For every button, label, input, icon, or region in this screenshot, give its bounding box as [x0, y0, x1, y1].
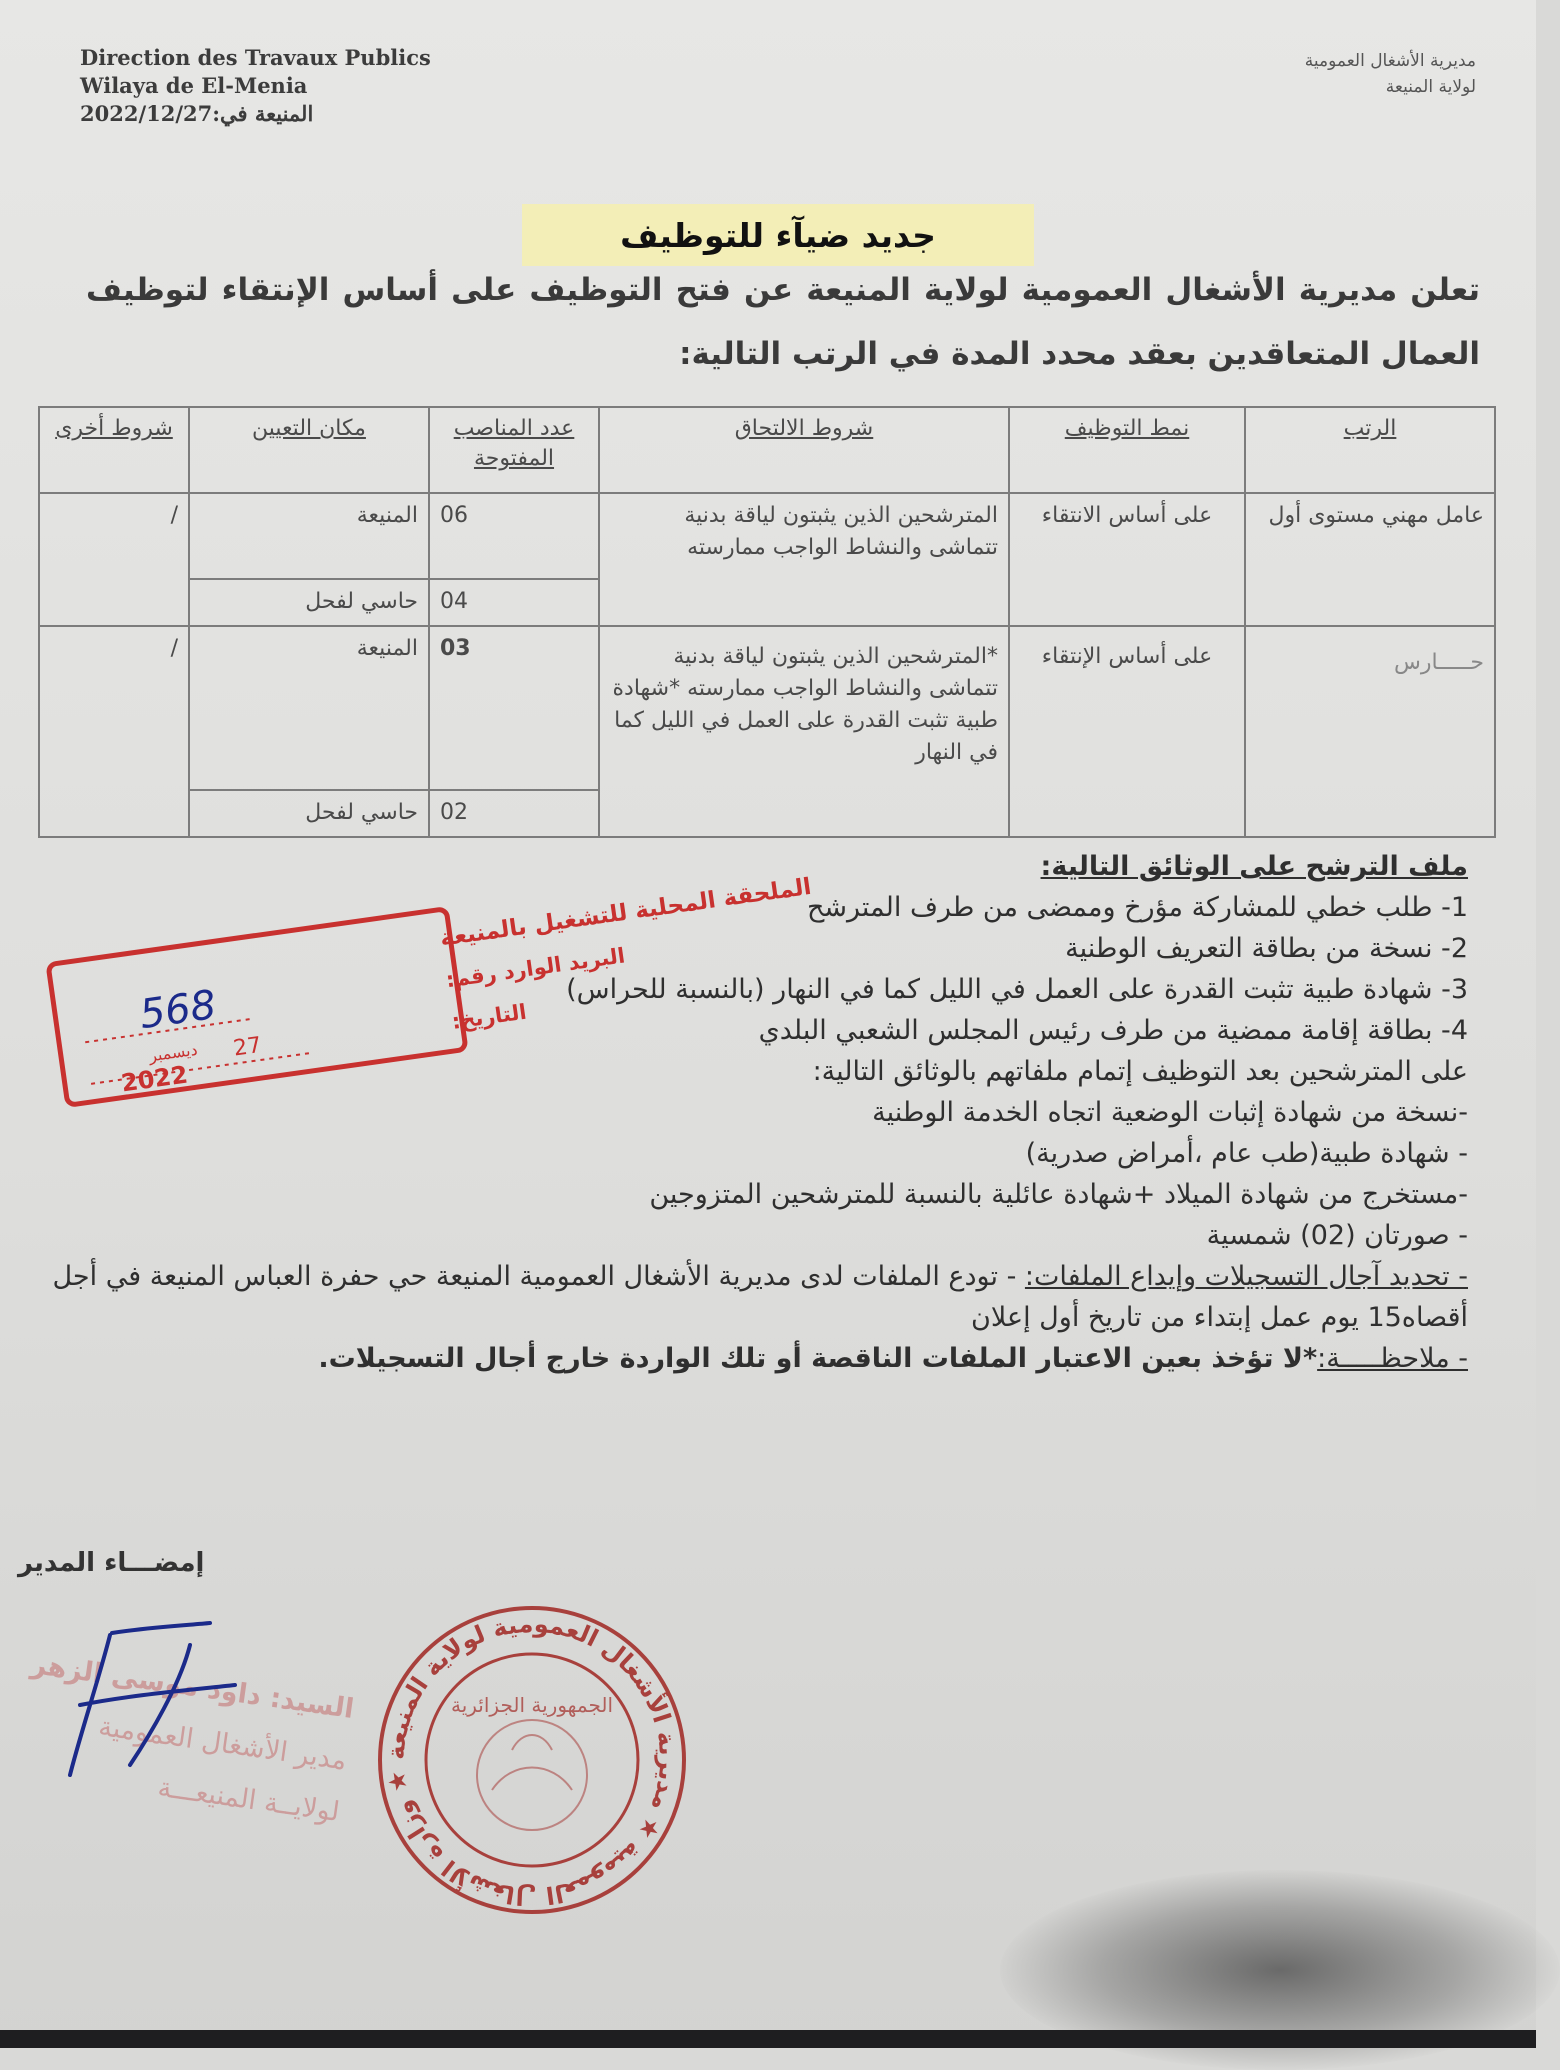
row2-count-1: 03 [429, 626, 599, 790]
col-rank: الرتب [1245, 407, 1495, 493]
note [48, 1338, 1468, 1379]
header-ar-line1: مديرية الأشغال العمومية [1304, 51, 1476, 71]
seal-inner-ring [426, 1654, 638, 1866]
positions-table [38, 406, 1496, 838]
after-item-3: -مستخرج من شهادة الميلاد +شهادة عائلية بالنسبة للمترشحين المتزوجين [649, 1179, 1468, 1210]
row1-place-1: المنيعة [189, 493, 429, 579]
stamp-date-day: 27 [231, 1032, 264, 1062]
row1-place-2: حاسي لفحل [189, 579, 429, 626]
after-item-1: -نسخة من شهادة إثبات الوضعية اتجاه الخدمة الوطنية [872, 1097, 1468, 1128]
table-header-row [39, 407, 1495, 493]
row2-rank: حـــــارس [1245, 626, 1495, 837]
stamp-number: 568 [136, 981, 219, 1039]
after-item-2: - شهادة طبية(طب عام ،أمراض صدرية) [1025, 1138, 1468, 1169]
col-count: عدد المناصب المفتوحة [429, 407, 599, 493]
after-item-4: - صورتان (02) شمسية [1206, 1220, 1468, 1251]
doc-item-3: 3- شهادة طبية تثبت القدرة على العمل في الليل كما في النهار (بالنسبة للحراس) [566, 974, 1468, 1005]
handwritten-signature [40, 1615, 240, 1785]
stamp-line3: التاريخ: [450, 999, 528, 1034]
seal-emblem [477, 1720, 587, 1830]
doc-item-1: 1- طلب خطي للمشاركة مؤرخ وممضى من طرف المترشح [806, 892, 1468, 923]
after-title: على المترشحين بعد التوظيف إتمام ملفاتهم بالوثائق التالية: [812, 1056, 1468, 1087]
header-direction: Direction des Travaux Publics [80, 45, 431, 70]
row1-mode: على أساس الانتقاء [1009, 493, 1245, 626]
header-french [80, 44, 431, 128]
row1-conditions: المترشحين الذين يثبتون لياقة بدنية تتماشى والنشاط الواجب ممارسته [599, 493, 1009, 626]
header-arabic [1305, 48, 1476, 100]
deadline-label: - تحديد آجال التسجيلات وإيداع الملفات: [1024, 1261, 1468, 1292]
deadline-text: - تودع الملفات لدى مديرية الأشغال العمومية المنيعة حي حفرة العباس المنيعة في أجل أقصاه15 يوم عمل إبتداء من تاريخ أول إعلان [52, 1261, 1468, 1333]
note-label: - ملاحظـــــة: [1317, 1343, 1468, 1374]
signature-title: إمضـــاء المدير [18, 1548, 205, 1578]
row2-conditions: *المترشحين الذين يثبتون لياقة بدنية تتماشى والنشاط الواجب ممارسته *شهادة طبية تثبت القدرة على العمل في الليل كما في النهار [599, 626, 1009, 837]
seal-inner-text: الجمهورية الجزائرية [450, 1693, 614, 1717]
col-mode: نمط التوظيف [1009, 407, 1245, 493]
row1-count-2: 04 [429, 579, 599, 626]
deadline [48, 1256, 1468, 1338]
row2-place-2: حاسي لفحل [189, 790, 429, 837]
header-wilaya: Wilaya de El-Menia [80, 73, 308, 98]
documents-title: ملف الترشح على الوثائق التالية: [1040, 851, 1468, 882]
header-date: المنيعة في:2022/12/27 [80, 101, 314, 126]
signature-strokes [70, 1623, 235, 1775]
stamp-line2: البريد الوارد رقم: [444, 943, 627, 993]
row2-mode: على أساس الإنتقاء [1009, 626, 1245, 837]
row2-other: / [39, 626, 189, 837]
director-role-2: لولايــة المنيعـــة [155, 1771, 342, 1829]
row2-place-1: المنيعة [189, 626, 429, 790]
intro-paragraph: تعلن مديرية الأشغال العمومية لولاية المنيعة عن فتح التوظيف على أساس الإنتقاء لتوظيف العمال المتعاقدين بعقد محدد المدة في الرتب التالية: [86, 272, 1480, 372]
row1-count-1: 06 [429, 493, 599, 579]
col-other: شروط أخرى [39, 407, 189, 493]
official-seal [372, 1600, 692, 1920]
seal-emblem-lines [492, 1735, 572, 1790]
table-row [39, 493, 1495, 579]
doc-item-4: 4- بطاقة إقامة ممضية من طرف رئيس المجلس الشعبي البلدي [758, 1015, 1468, 1046]
note-text: *لا تؤخذ بعين الاعتبار الملفات الناقصة أو تلك الواردة خارج أجال التسجيلات. [318, 1343, 1318, 1374]
row1-rank: عامل مهني مستوى أول [1245, 493, 1495, 626]
director-role-1: مدير الأشغال العمومية [96, 1711, 349, 1777]
table-row [39, 626, 1495, 790]
documents-section [48, 846, 1468, 1379]
director-name: السيد: داود موسى الزهر [29, 1649, 356, 1726]
row2-count-2: 02 [429, 790, 599, 837]
stamp-year: 2022 [119, 1060, 190, 1098]
seal-ring-text: وزارة الأشغال العمومية ★ مديرية الأشغال العمومية لولاية المنيعة ★ [381, 1609, 683, 1911]
bottom-strip [0, 2030, 1536, 2048]
col-conditions: شروط الالتحاق [599, 407, 1009, 493]
banner-title: جديد ضيآء للتوظيف [522, 204, 1034, 266]
row1-other: / [39, 493, 189, 626]
col-place: مكان التعيين [189, 407, 429, 493]
header-ar-line2: لولاية المنيعة [1385, 77, 1476, 97]
doc-item-2: 2- نسخة من بطاقة التعريف الوطنية [1065, 933, 1468, 964]
stamp-line1: الملحقة المحلية للتشغيل بالمنيعة [438, 873, 813, 952]
stamp-date-month: ديسمبر [147, 1039, 199, 1066]
